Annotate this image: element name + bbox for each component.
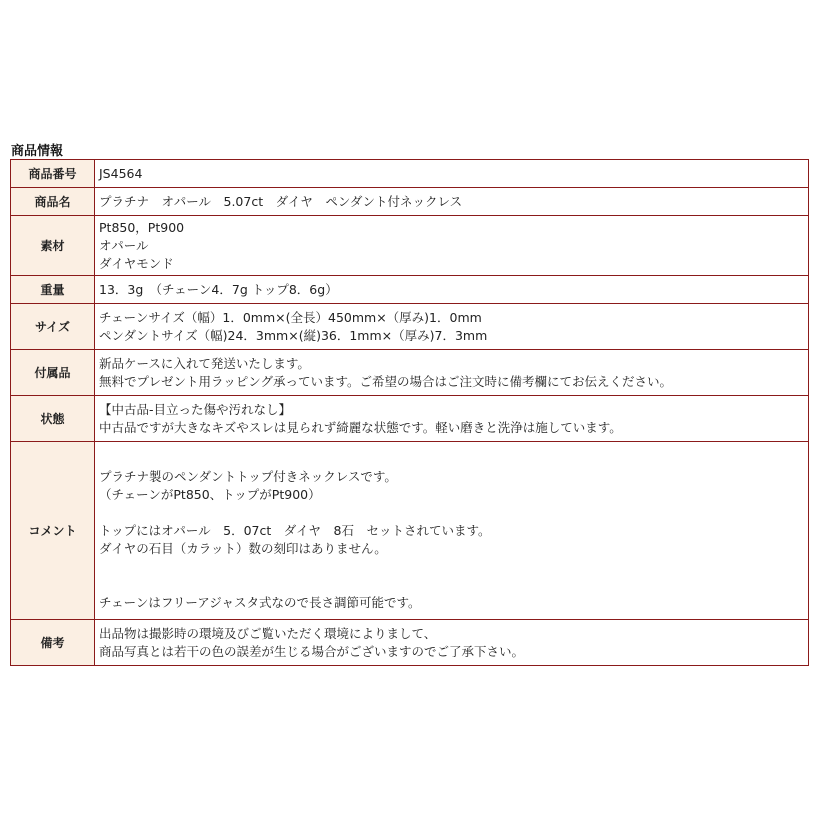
label-weight: 重量 [11, 276, 95, 304]
label-accessories: 付属品 [11, 350, 95, 396]
label-condition: 状態 [11, 396, 95, 442]
value-line: 新品ケースに入れて発送いたします。 [99, 355, 310, 371]
value-line: 【中古品-目立った傷や汚れなし】 [99, 401, 292, 417]
value-line [99, 450, 804, 468]
label-remarks: 備考 [11, 620, 95, 666]
row-product-name [11, 188, 809, 216]
label-comment: コメント [11, 442, 95, 620]
value-line: 中古品ですが大きなキズやスレは見られず綺麗な状態です。軽い磨きと洗浄は施しています。 [99, 419, 622, 435]
label-material: 素材 [11, 216, 95, 276]
value-line: 商品写真とは若干の色の誤差が生じる場合がございますのでご了承下さい。 [99, 643, 525, 659]
value-line: （チェーンがPt850、トップがPt900） [99, 486, 321, 502]
value-accessories [95, 350, 809, 396]
value-line: ペンダントサイズ（幅)24．3mm×(縦)36．1mm×（厚み)7．3mm [99, 327, 488, 343]
value-line: JS4564 [99, 165, 143, 181]
value-line [99, 576, 804, 594]
value-weight [95, 276, 809, 304]
section-title: 商品情報 [11, 144, 64, 159]
label-item-number: 商品番号 [11, 160, 95, 188]
row-condition [11, 396, 809, 442]
value-line: 13．3g （チェーン4．7g トップ8．6g） [99, 281, 338, 297]
value-line [99, 558, 804, 576]
value-line: ダイヤモンド [99, 255, 174, 271]
row-material [11, 216, 809, 276]
row-remarks [11, 620, 809, 666]
value-line [99, 504, 804, 522]
value-item-number [95, 160, 809, 188]
row-item-number [11, 160, 809, 188]
product-info-table [10, 159, 809, 666]
value-line: チェーンサイズ（幅）1．0mm×(全長）450mm×（厚み)1．0mm [99, 309, 482, 325]
row-comment [11, 442, 809, 620]
value-line: Pt850，Pt900 [99, 219, 185, 235]
value-line: ダイヤの石目（カラット）数の刻印はありません。 [99, 540, 387, 556]
value-material [95, 216, 809, 276]
value-comment [95, 442, 809, 620]
row-accessories [11, 350, 809, 396]
row-size [11, 304, 809, 350]
value-line: 出品物は撮影時の環境及びご覧いただく環境によりまして、 [99, 625, 437, 641]
value-line: トップにはオパール 5．07ct ダイヤ 8石 セットされています。 [99, 522, 491, 538]
row-weight [11, 276, 809, 304]
value-line: 無料でプレゼント用ラッピング承っています。ご希望の場合はご注文時に備考欄にてお伝えください。 [99, 373, 673, 389]
value-line: オパール [99, 237, 149, 253]
value-remarks [95, 620, 809, 666]
value-condition [95, 396, 809, 442]
value-line: チェーンはフリーアジャスタ式なので長さ調節可能です。 [99, 594, 421, 610]
value-line: プラチナ オパール 5.07ct ダイヤ ペンダント付ネックレス [99, 193, 463, 209]
value-product-name [95, 188, 809, 216]
value-size [95, 304, 809, 350]
label-size: サイズ [11, 304, 95, 350]
label-product-name: 商品名 [11, 188, 95, 216]
value-line: プラチナ製のペンダントトップ付きネックレスです。 [99, 468, 397, 484]
